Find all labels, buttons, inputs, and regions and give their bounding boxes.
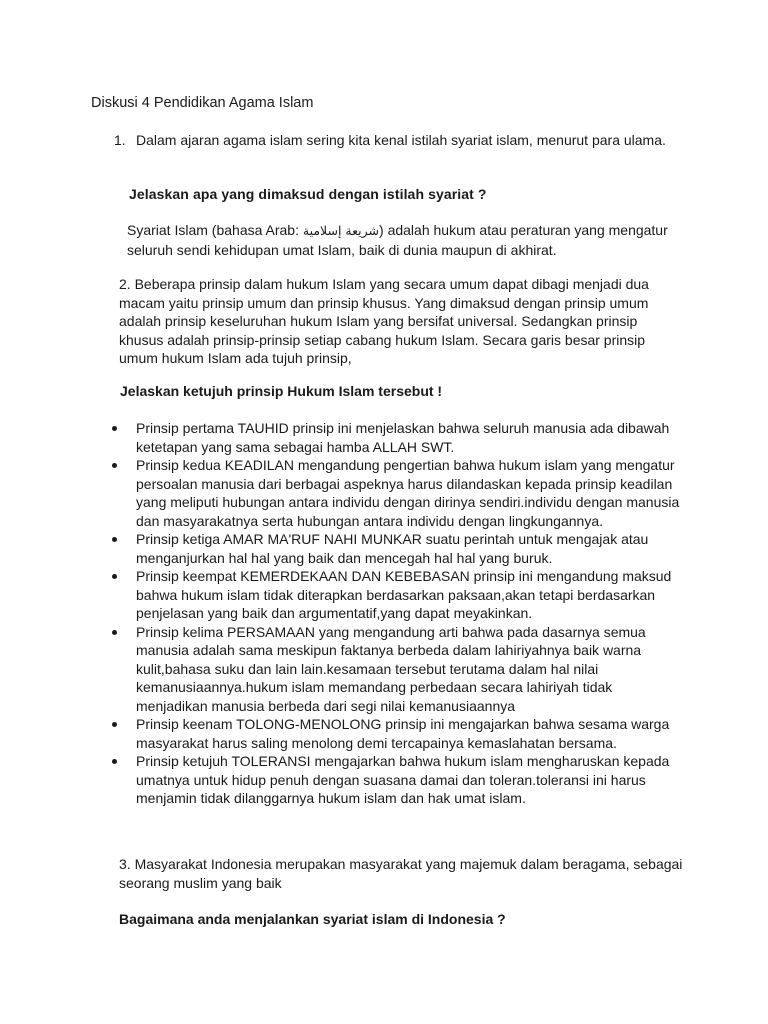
question-1-prompt: Jelaskan apa yang dimaksud dengan istilah syariat ? xyxy=(129,186,487,202)
question-2-text: 2. Beberapa prinsip dalam hukum Islam yang secara umum dapat dibagi menjadi dua macam yaitu prinsip umum dan prinsip khusus. Yang dimaksud dengan prinsip umum adalah prinsip keseluruhan hukum Islam yang bersifat universal. Sedangkan prinsip khusus adalah prinsip-prinsip setiap cabang hukum Islam. Secara garis besar prinsip umum hukum Islam ada tujuh prinsip, xyxy=(119,276,649,366)
question-2-prompt: Jelaskan ketujuh prinsip Hukum Islam tersebut ! xyxy=(120,383,443,399)
principle-text: Prinsip kedua KEADILAN mengandung pengertian bahwa hukum islam yang mengatur persoalan manusia dari berbagai aspeknya harus dilandaskan kepada prinsip keadilan yang meliputi hubungan antara individu dengan dirinya sendiri.individu dengan manusia dan masyarakatnya serta hubungan antara individu dengan lingkungannya. xyxy=(136,457,680,529)
bullet-icon xyxy=(112,426,117,431)
list-item xyxy=(112,419,682,456)
question-3-prompt: Bagaimana anda menjalankan syariat islam di Indonesia ? xyxy=(119,911,506,927)
question-1-answer xyxy=(127,221,687,259)
principle-text: Prinsip keempat KEMERDEKAAN DAN KEBEBASAN prinsip ini mengandung maksud bahwa hukum islam tidak diterapkan berdasarkan paksaan,akan tetapi berdasarkan penjelasan yang baik dan argumentatif,yang dapat meyakinkan. xyxy=(136,568,672,621)
bullet-icon xyxy=(112,574,117,579)
document-title: Diskusi 4 Pendidikan Agama Islam xyxy=(91,95,314,111)
bullet-icon xyxy=(112,759,117,764)
bullet-icon xyxy=(112,537,117,542)
bullet-icon xyxy=(112,722,117,727)
principles-list xyxy=(112,419,682,808)
answer-1-arabic-term: شريعة إسلامية xyxy=(302,223,380,238)
principle-text: Prinsip ketiga AMAR MA'RUF NAHI MUNKAR suatu perintah untuk mengajak atau menganjurkan hal hal yang baik dan mencegah hal hal yang buruk. xyxy=(136,531,649,566)
bullet-icon xyxy=(112,630,117,635)
list-item xyxy=(112,530,682,567)
principle-text: Prinsip keenam TOLONG-MENOLONG prinsip ini mengajarkan bahwa sesama warga masyarakat harus saling menolong demi tercapainya kemaslahatan bersama. xyxy=(136,716,670,751)
list-item xyxy=(112,752,682,808)
answer-1-text-after: ) adalah hukum atau peraturan yang mengatur seluruh sendi kehidupan umat Islam, baik di dunia maupun di akhirat. xyxy=(127,222,668,258)
question-1 xyxy=(114,131,674,150)
question-1-text: Dalam ajaran agama islam sering kita kenal istilah syariat islam, menurut para ulama. xyxy=(136,132,666,148)
list-item xyxy=(112,567,682,623)
answer-1-text-before: Syariat Islam (bahasa Arab: xyxy=(127,222,303,238)
question-3-text: 3. Masyarakat Indonesia merupakan masyarakat yang majemuk dalam beragama, sebagai seorang muslim yang baik xyxy=(119,856,683,891)
list-item xyxy=(112,623,682,716)
principle-text: Prinsip ketujuh TOLERANSI mengajarkan bahwa hukum islam mengharuskan kepada umatnya untuk hidup penuh dengan suasana damai dan toleran.toleransi ini harus menjamin tidak dilanggarnya hukum islam dan hak umat islam. xyxy=(136,753,670,806)
list-item xyxy=(112,715,682,752)
question-1-number: 1. xyxy=(114,132,126,148)
list-item xyxy=(112,456,682,530)
principle-text: Prinsip pertama TAUHID prinsip ini menjelaskan bahwa seluruh manusia ada dibawah ketetapan yang sama sebagai hamba ALLAH SWT. xyxy=(136,420,670,455)
bullet-icon xyxy=(112,463,117,468)
principle-text: Prinsip kelima PERSAMAAN yang mengandung arti bahwa pada dasarnya semua manusia adalah sama meskipun faktanya berbeda dalam lahiriyahnya baik warna kulit,bahasa suku dan lain lain.kesamaan tersebut terutama dalam hal nilai kemanusiaannya.hukum islam memandang perbedaan secara lahiriyah tidak menjadikan manusia berbeda dari segi nilai kemanusiaannya xyxy=(136,623,646,714)
